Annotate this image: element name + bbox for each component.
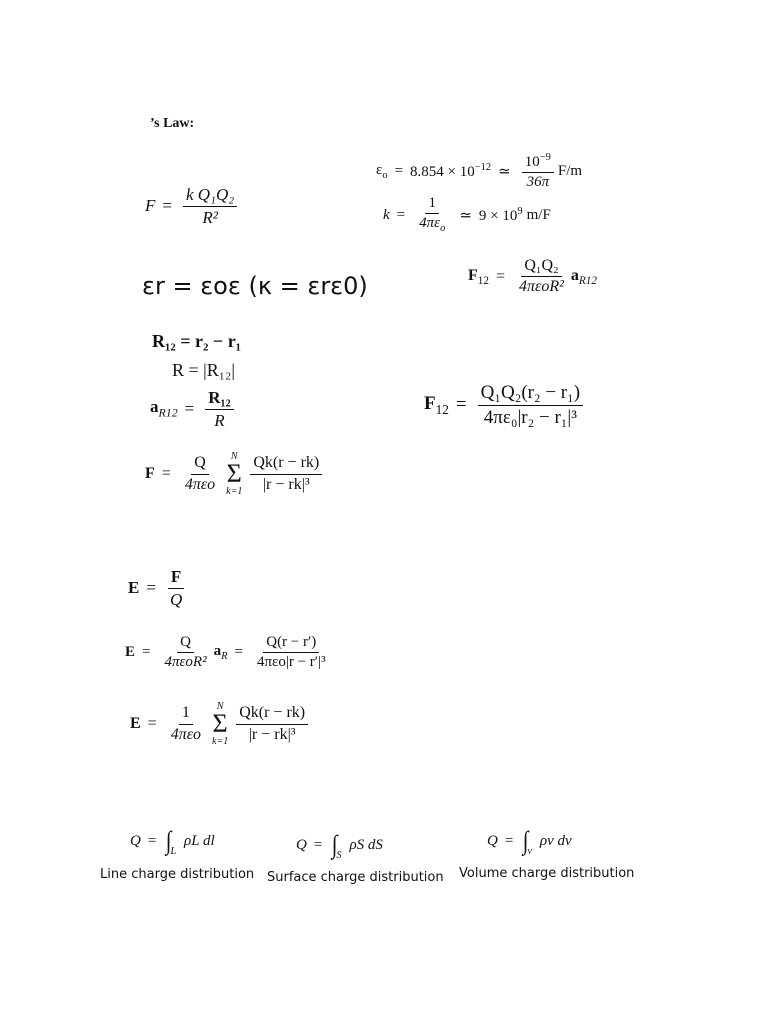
section-heading: ’s Law: xyxy=(150,116,195,131)
unit-vector-equation: $a_{R12}$ = $\frac{\text{R₁₂}}{R}$ xyxy=(150,388,238,430)
coulomb-constant-equation: k = $\frac{1}{4\pi\varepsilon_o}$ ≃ $9 \times 10^9$ m/F xyxy=(383,195,551,235)
force-superposition-equation: F = $\frac{Q}{\text{4πεo}}$ N Σ k=1 $\frac{Qk(r - rk)}{\text{|r − rk|³}}$ xyxy=(145,452,326,497)
line-charge-integral: Q = ∫ L ρL dl xyxy=(130,826,215,857)
volume-charge-caption: Volume charge distribution xyxy=(459,866,635,881)
surface-charge-integral: Q = ∫ S ρS dS xyxy=(296,830,383,861)
f12-simple-equation: $F_{12}$ = $\frac{\text{Q₁Q₂}}{\text{4πεoR²}}$ $a_{R12}$ xyxy=(468,257,597,296)
coulomb-force-equation: F = $\frac{\text{k Q₁Q₂}}{\text{R²}}$ xyxy=(145,185,241,227)
volume-charge-integral: Q = ∫ v ρv dv xyxy=(487,826,572,857)
r12-definition: R₁₂ = r₂ − r₁ xyxy=(152,331,242,351)
line-charge-caption: Line charge distribution xyxy=(100,867,255,882)
f12-full-equation: $F_{12}$ = $\frac{\text{Q₁Q₂(r₂ − r₁)}}{\text{4πε₀|r₂ − r₁|³}}$ xyxy=(424,382,587,429)
field-superposition-equation: E = $\frac{1}{\text{4πεo}}$ N Σ k=1 $\frac{Qk(r - rk)}{\text{|r − rk|³}}$ xyxy=(130,702,312,747)
permittivity-relation: εr = εoε (κ = εrε0) xyxy=(142,272,368,300)
electric-field-definition: E = $\frac{F}{Q}$ xyxy=(128,567,189,609)
epsilon0-equation: $\varepsilon_o$ = $8.854 \times 10^{-12}$ ≃ $\frac{10^{-9}}{36\pi}$ F/m xyxy=(376,152,583,191)
point-charge-field-equation: E = $\frac{Q}{\text{4πεoR²}}$ $a_R$ = $\frac{Q(r - r')}{\text{4πεo|r − r′|³}}$ xyxy=(125,634,326,671)
r-magnitude: R = |R₁₂| xyxy=(172,360,235,380)
surface-charge-caption: Surface charge distribution xyxy=(267,870,444,885)
